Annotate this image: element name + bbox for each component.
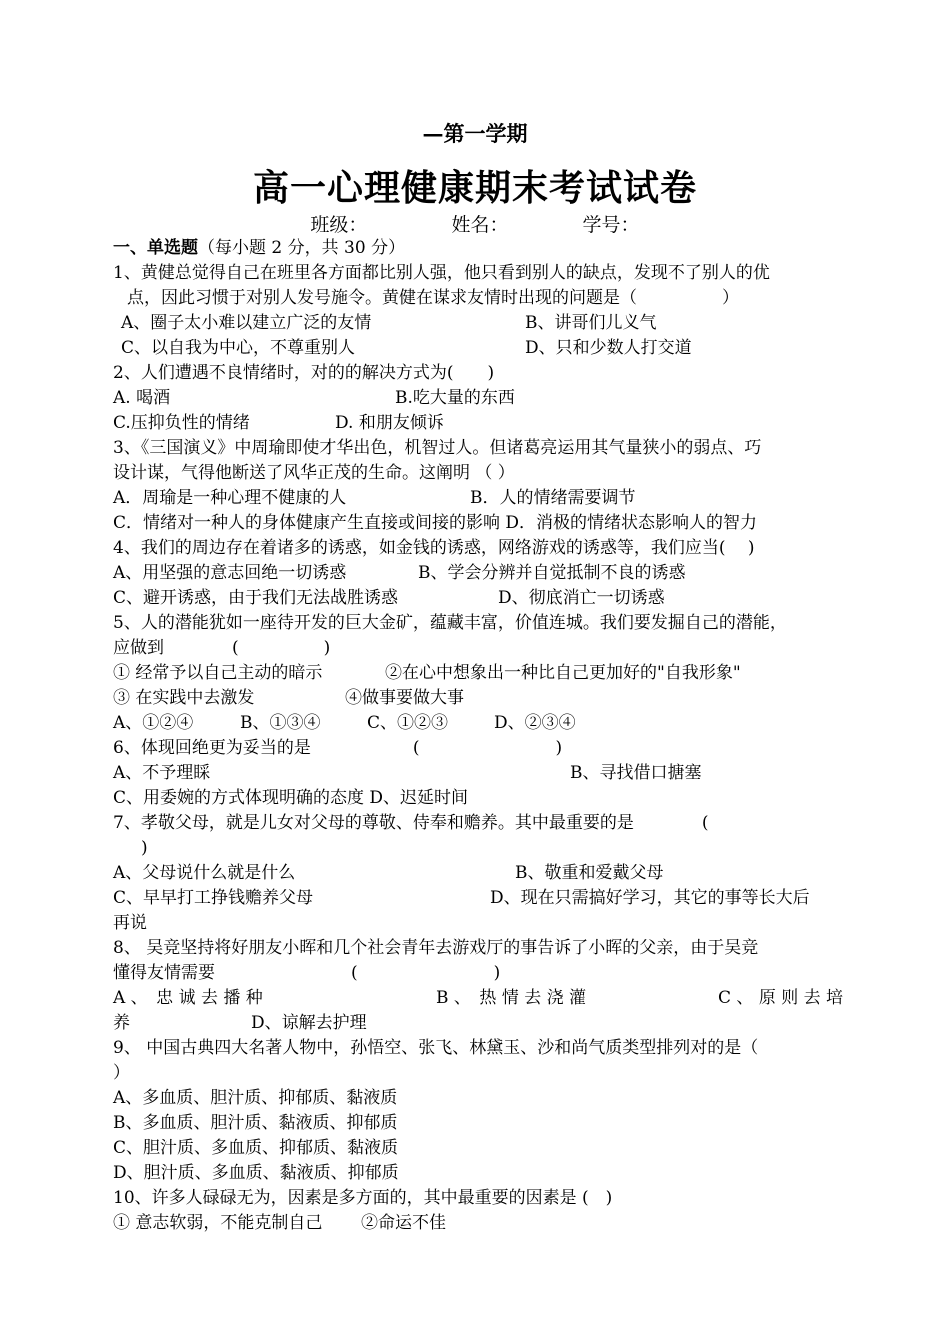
exam-content [113, 236, 861, 1236]
option-d: D、谅解去护理 [251, 1013, 367, 1033]
option-row [113, 311, 861, 336]
option-2: ②在心中想象出一种比自己更加好的"自我形象" [385, 663, 741, 683]
question-text: 4、我们的周边存在着诸多的诱惑，如金钱的诱惑，网络游戏的诱惑等，我们应当( ) [113, 538, 755, 558]
option-a: A、圈子太小难以建立广泛的友情 [121, 313, 372, 333]
option-d: D、只和少数人打交道 [525, 338, 692, 358]
option-row: C．情绪对一种人的身体健康产生直接或间接的影响 D．消极的情绪状态影响人的智力 [113, 513, 758, 533]
option-4: ④做事要做大事 [345, 688, 464, 708]
class-label: 班级： [310, 214, 368, 236]
option-a: A、父母说什么就是什么 [113, 863, 296, 883]
option-c-continuation: 养 [113, 1013, 130, 1033]
option-d: D. 和朋友倾诉 [335, 413, 444, 433]
exam-subtitle: —第一学期 [422, 121, 528, 146]
option-b: B、敬重和爱戴父母 [515, 863, 664, 883]
option-row [113, 686, 861, 711]
question-text: 3、《三国演义》中周瑜即使才华出色，机智过人。但诸葛亮运用其气量狭小的弱点、巧 [113, 438, 762, 458]
question-text: 9、 中国古典四大名著人物中，孙悟空、张飞、林黛玉、沙和尚气质类型排列对的是（ [113, 1038, 759, 1058]
section-heading [113, 236, 861, 261]
option-a: A、多血质、胆汁质、抑郁质、黏液质 [113, 1088, 398, 1108]
option-d: D、②③④ [494, 713, 576, 733]
option-b: B、学会分辨并自觉抵制不良的诱惑 [418, 563, 686, 583]
option-row [113, 986, 861, 1011]
name-label: 姓名： [451, 214, 509, 236]
exam-title: 高一心理健康期末考试试卷 [252, 167, 697, 209]
option-1: ① 经常予以自己主动的暗示 [113, 663, 323, 683]
option-c: C、①②③ [367, 713, 449, 733]
question-text: 8、 吴竞坚持将好朋友小晖和几个社会青年去游戏厅的事告诉了小晖的父亲，由于吴竞 [113, 938, 759, 958]
option-a: A、用坚强的意志回绝一切诱惑 [113, 563, 347, 583]
option-c: C、以自我为中心，不尊重别人 [121, 338, 356, 358]
question-text: 6、体现回绝更为妥当的是 ( ) [113, 738, 563, 758]
option-row [113, 486, 861, 511]
option-b: B.吃大量的东西 [395, 388, 515, 408]
option-row [113, 586, 861, 611]
question-text: 2、人们遭遇不良情绪时，对的的解决方式为( ) [113, 363, 495, 383]
option-a: A．周瑜是一种心理不健康的人 [113, 488, 347, 508]
option-row [113, 561, 861, 586]
option-row [113, 336, 861, 361]
option-3: ③ 在实践中去激发 [113, 688, 255, 708]
option-row [113, 861, 861, 886]
option-1: ① 意志软弱，不能克制自己 [113, 1213, 323, 1233]
option-b: B、寻找借口搪塞 [570, 763, 702, 783]
option-b: B、多血质、胆汁质、黏液质、抑郁质 [113, 1113, 398, 1133]
option-row: C、用委婉的方式体现明确的态度 D、迟延时间 [113, 788, 469, 808]
option-c: C 、 原 则 去 培 [718, 988, 844, 1008]
question-text: 点，因此习惯于对别人发号施令。黄健在谋求友情时出现的问题是（ ） [127, 288, 739, 308]
option-d: D、现在只需搞好学习，其它的事等长大后 [490, 888, 810, 908]
question-text: 7、孝敬父母，就是儿女对父母的尊敬、侍奉和赡养。其中最重要的是 ( [113, 813, 709, 833]
option-a: A、①②④ [113, 713, 194, 733]
option-continuation: 再说 [113, 913, 147, 933]
question-text: 10、许多人碌碌无为，因素是多方面的，其中最重要的因素是 ( ) [113, 1188, 613, 1208]
option-row [113, 1011, 861, 1036]
option-b: B、讲哥们儿义气 [525, 313, 657, 333]
option-row [113, 761, 861, 786]
option-d: D、胆汁质、多血质、黏液质、抑郁质 [113, 1163, 399, 1183]
student-info-line [0, 210, 950, 237]
option-c: C、早早打工挣钱赡养父母 [113, 888, 314, 908]
option-a: A 、 忠 诚 去 播 种 [113, 988, 263, 1008]
id-label: 学号： [582, 214, 640, 236]
option-a: A. 喝酒 [113, 388, 171, 408]
option-b: B．人的情绪需要调节 [470, 488, 636, 508]
question-text: 1、黄健总觉得自己在班里各方面都比别人强，他只看到别人的缺点，发现不了别人的优 [113, 263, 770, 283]
question-text: 应做到 ( ) [113, 638, 331, 658]
section-title: 一、单选题 [113, 238, 198, 258]
option-row [113, 411, 861, 436]
option-d: D、彻底消亡一切诱惑 [498, 588, 665, 608]
option-row [113, 661, 861, 686]
option-row [113, 1211, 861, 1236]
option-b: B、①③④ [240, 713, 321, 733]
option-2: ②命运不佳 [361, 1213, 446, 1233]
option-c: C.压抑负性的情绪 [113, 413, 250, 433]
option-row [113, 886, 861, 911]
option-b: B 、 热 情 去 浇 灌 [436, 988, 587, 1008]
option-c: C、避开诱惑，由于我们无法战胜诱惑 [113, 588, 399, 608]
question-text: 懂得友情需要 ( ) [113, 963, 501, 983]
option-c: C、胆汁质、多血质、抑郁质、黏液质 [113, 1138, 399, 1158]
question-text: 5、人的潜能犹如一座待开发的巨大金矿，蕴藏丰富，价值连城。我们要发掘自己的潜能， [113, 613, 787, 633]
option-row [113, 386, 861, 411]
question-text: 设计谋，气得他断送了风华正茂的生命。这阐明 （ ） [113, 463, 515, 483]
option-a: A、不予理睬 [113, 763, 211, 783]
question-text: ） [113, 1063, 130, 1083]
question-text: ) [141, 838, 148, 858]
option-row [113, 711, 861, 736]
section-note: （每小题 2 分，共 30 分） [198, 238, 406, 258]
